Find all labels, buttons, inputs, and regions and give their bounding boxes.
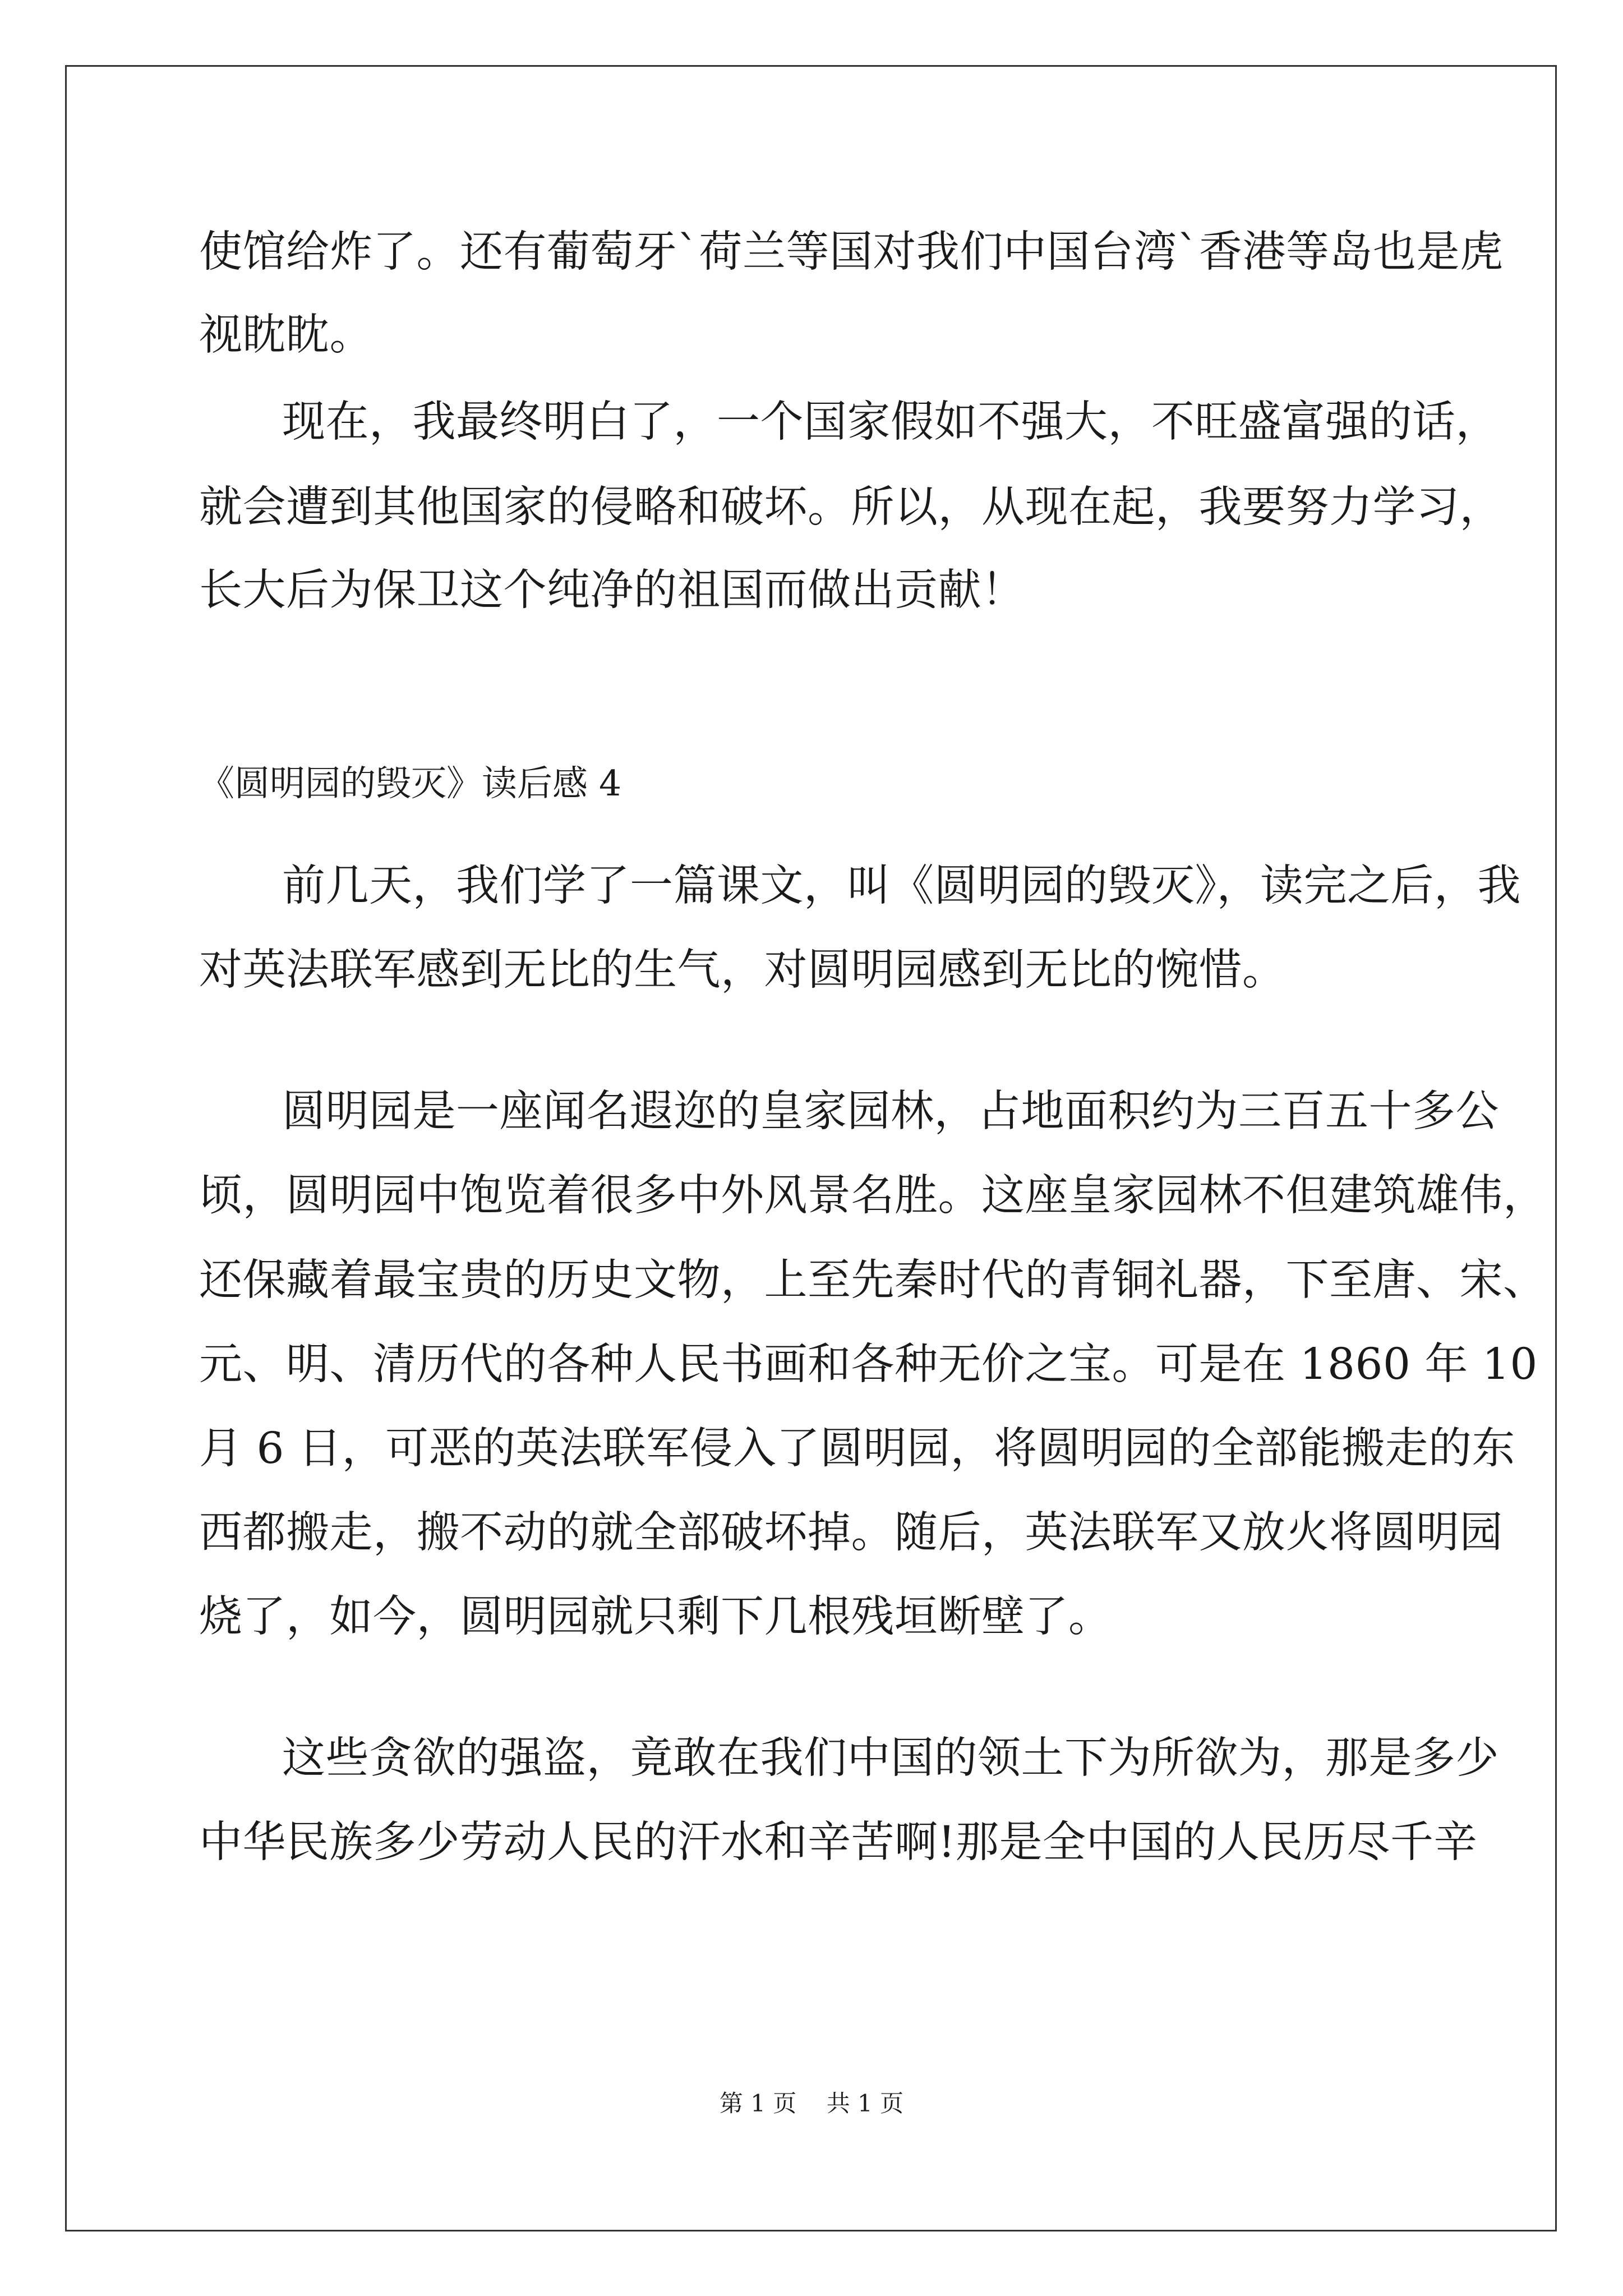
body-line: 对英法联军感到无比的生气，对圆明园感到无比的惋惜。 <box>199 945 1286 995</box>
body-line: 元、明、清历代的各种人民书画和各种无价之宝。可是在 1860 年 10 <box>199 1340 1538 1389</box>
paragraph-start-line: 圆明园是一座闻名遐迩的皇家园林，占地面积约为三百五十多公 <box>282 1087 1499 1137</box>
page-border <box>65 65 1557 2231</box>
paragraph-start-line: 这些贪欲的强盗，竟敢在我们中国的领土下为所欲为，那是多少 <box>282 1733 1499 1783</box>
body-line: 中华民族多少劳动人民的汗水和辛苦啊!那是全中国的人民历尽千辛 <box>199 1818 1477 1867</box>
body-line: 月 6 日，可恶的英法联军侵入了圆明园，将圆明园的全部能搬走的东 <box>199 1424 1515 1474</box>
body-line: 还保藏着最宝贵的历史文物，上至先秦时代的青铜礼器，下至唐、宋、 <box>199 1255 1547 1305</box>
body-line: 长大后为保卫这个纯净的祖国而做出贡献！ <box>199 565 1025 615</box>
section-title: 《圆明园的毁灭》读后感 4 <box>199 763 622 804</box>
body-line: 视眈眈。 <box>199 310 373 360</box>
body-line: 就会遭到其他国家的侵略和破坏。所以，从现在起，我要努力学习， <box>199 482 1503 532</box>
body-line: 西都搬走，搬不动的就全部破坏掉。随后，英法联军又放火将圆明园 <box>199 1508 1503 1558</box>
paragraph-start-line: 现在，我最终明白了，一个国家假如不强大，不旺盛富强的话， <box>282 397 1499 447</box>
body-line: 顷，圆明园中饱览着很多中外风景名胜。这座皇家园林不但建筑雄伟， <box>199 1171 1547 1221</box>
body-line: 烧了，如今，圆明园就只剩下几根残垣断壁了。 <box>199 1592 1112 1642</box>
body-line: 使馆给炸了。还有葡萄牙`荷兰等国对我们中国台湾`香港等岛也是虎 <box>199 227 1504 277</box>
page-number-footer: 第 1 页 共 1 页 <box>719 2090 904 2117</box>
paragraph-start-line: 前几天，我们学了一篇课文，叫《圆明园的毁灭》，读完之后，我 <box>282 861 1521 911</box>
